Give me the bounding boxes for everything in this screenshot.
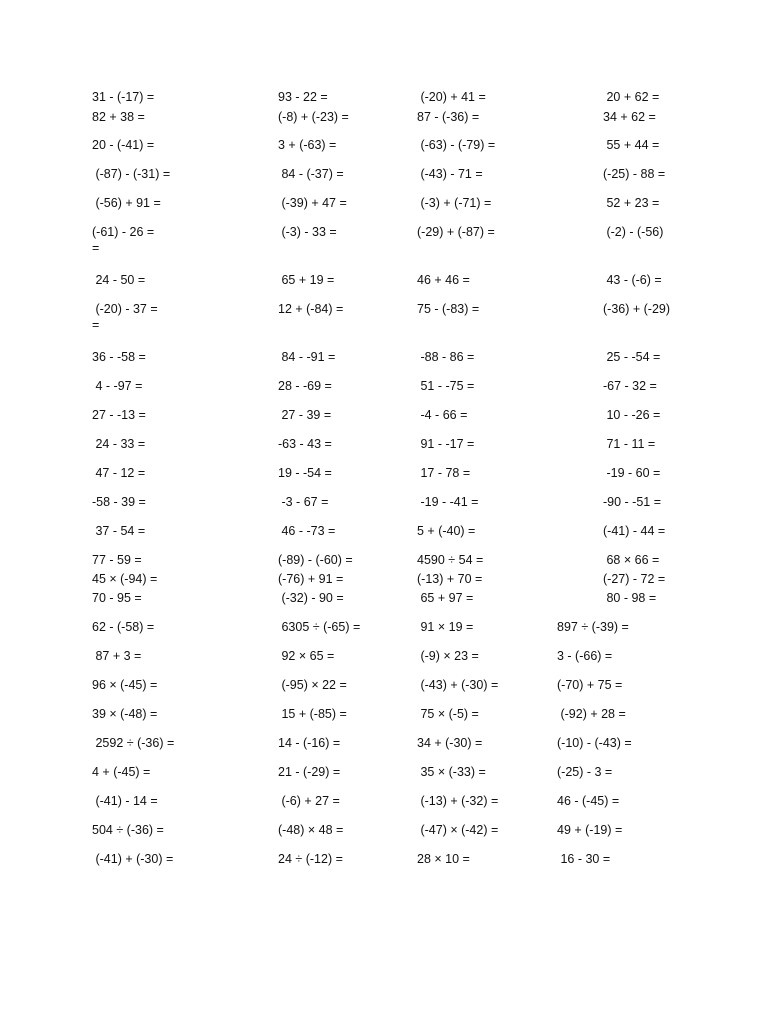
problem-cell: -88 - 86 = bbox=[417, 350, 475, 364]
problem-cell: (-39) + 47 = bbox=[278, 196, 347, 210]
problem-cell: 62 - (-58) = bbox=[92, 620, 155, 634]
problem-cell: (-48) × 48 = bbox=[278, 823, 344, 837]
problem-row bbox=[0, 648, 768, 664]
problem-cell: (-70) + 75 = bbox=[557, 678, 623, 692]
problem-cell: 4590 ÷ 54 = bbox=[417, 553, 484, 567]
problem-cell: (-43) + (-30) = bbox=[417, 678, 499, 692]
problem-cell: (-10) - (-43) = bbox=[557, 736, 632, 750]
problem-row bbox=[0, 89, 768, 105]
problem-cell: 55 + 44 = bbox=[603, 138, 660, 152]
problem-cell: 3 + (-63) = bbox=[278, 138, 337, 152]
problem-row bbox=[0, 619, 768, 635]
problem-row bbox=[0, 552, 768, 568]
problem-cell: 24 - 50 = bbox=[92, 273, 146, 287]
problem-cell: (-92) + 28 = bbox=[557, 707, 626, 721]
problem-cell: (-2) - (-56) bbox=[603, 225, 664, 239]
problem-cell: 16 - 30 = bbox=[557, 852, 611, 866]
problem-cell: 5 + (-40) = bbox=[417, 524, 476, 538]
problem-row bbox=[0, 137, 768, 153]
problem-cell: 36 - -58 = bbox=[92, 350, 146, 364]
problem-cell: 10 - -26 = bbox=[603, 408, 661, 422]
problem-cell: 75 × (-5) = bbox=[417, 707, 479, 721]
problem-row bbox=[0, 706, 768, 722]
problem-row bbox=[0, 494, 768, 510]
problem-row bbox=[0, 195, 768, 211]
problem-row bbox=[0, 272, 768, 288]
problem-cell: 82 + 38 = bbox=[92, 110, 145, 124]
problem-cell: 27 - -13 = bbox=[92, 408, 146, 422]
problem-cell: 96 × (-45) = bbox=[92, 678, 158, 692]
problem-cell: 84 - -91 = bbox=[278, 350, 336, 364]
problem-row bbox=[0, 224, 768, 255]
problem-cell: (-95) × 22 = bbox=[278, 678, 347, 692]
problem-row bbox=[0, 378, 768, 394]
problem-cell: (-61) - 26 = bbox=[92, 225, 155, 239]
problem-row bbox=[0, 301, 768, 332]
problem-cell: 35 × (-33) = bbox=[417, 765, 486, 779]
problem-row bbox=[0, 349, 768, 365]
problem-cell: (-13) + 70 = bbox=[417, 572, 483, 586]
problem-cell: (-9) × 23 = bbox=[417, 649, 479, 663]
problem-cell: 4 - -97 = bbox=[92, 379, 143, 393]
problem-cell: 80 - 98 = bbox=[603, 591, 657, 605]
wrapped-equals: = bbox=[92, 241, 100, 255]
problem-cell: 12 + (-84) = bbox=[278, 302, 344, 316]
problem-cell: 77 - 59 = bbox=[92, 553, 142, 567]
problem-cell: 14 - (-16) = bbox=[278, 736, 341, 750]
problem-cell: (-43) - 71 = bbox=[417, 167, 483, 181]
problem-cell: (-32) - 90 = bbox=[278, 591, 344, 605]
problem-cell: (-3) - 33 = bbox=[278, 225, 337, 239]
problem-cell: (-89) - (-60) = bbox=[278, 553, 353, 567]
problem-row bbox=[0, 735, 768, 751]
problem-row bbox=[0, 407, 768, 423]
problem-row bbox=[0, 436, 768, 452]
problem-row bbox=[0, 166, 768, 182]
problem-cell: 71 - 11 = bbox=[603, 437, 656, 451]
problem-cell: 24 - 33 = bbox=[92, 437, 146, 451]
problem-cell: -58 - 39 = bbox=[92, 495, 146, 509]
wrapped-equals: = bbox=[92, 318, 100, 332]
problem-cell: 43 - (-6) = bbox=[603, 273, 662, 287]
problem-cell: (-41) - 14 = bbox=[92, 794, 158, 808]
problem-cell: 91 × 19 = bbox=[417, 620, 474, 634]
problem-cell: 46 - (-45) = bbox=[557, 794, 620, 808]
problem-cell: 3 - (-66) = bbox=[557, 649, 613, 663]
problem-cell: (-47) × (-42) = bbox=[417, 823, 499, 837]
problem-cell: -19 - -41 = bbox=[417, 495, 479, 509]
problem-cell: 65 + 19 = bbox=[278, 273, 335, 287]
problem-cell: 34 + (-30) = bbox=[417, 736, 483, 750]
problem-cell: 92 × 65 = bbox=[278, 649, 335, 663]
problem-cell: 65 + 97 = bbox=[417, 591, 474, 605]
problem-cell: (-29) + (-87) = bbox=[417, 225, 495, 239]
problem-cell: (-20) - 37 = bbox=[92, 302, 158, 316]
problem-cell: 68 × 66 = bbox=[603, 553, 660, 567]
problem-cell: 91 - -17 = bbox=[417, 437, 475, 451]
problem-cell: -90 - -51 = bbox=[603, 495, 662, 509]
problem-cell: -19 - 60 = bbox=[603, 466, 661, 480]
problem-cell: (-56) + 91 = bbox=[92, 196, 161, 210]
problem-cell: 46 + 46 = bbox=[417, 273, 470, 287]
problem-cell: -4 - 66 = bbox=[417, 408, 468, 422]
problem-cell: (-20) + 41 = bbox=[417, 90, 486, 104]
problem-cell: 25 - -54 = bbox=[603, 350, 661, 364]
problem-row bbox=[0, 822, 768, 838]
problem-cell: 39 × (-48) = bbox=[92, 707, 158, 721]
problem-cell: 27 - 39 = bbox=[278, 408, 332, 422]
problem-cell: (-63) - (-79) = bbox=[417, 138, 496, 152]
problem-cell: 31 - (-17) = bbox=[92, 90, 155, 104]
problem-cell: 6305 ÷ (-65) = bbox=[278, 620, 361, 634]
problem-cell: 28 - -69 = bbox=[278, 379, 332, 393]
problem-cell: (-13) + (-32) = bbox=[417, 794, 499, 808]
problem-cell: 24 ÷ (-12) = bbox=[278, 852, 343, 866]
problem-cell: (-36) + (-29) bbox=[603, 302, 671, 316]
problem-cell: (-87) - (-31) = bbox=[92, 167, 171, 181]
problem-cell: 93 - 22 = bbox=[278, 90, 328, 104]
problem-cell: 19 - -54 = bbox=[278, 466, 332, 480]
problem-cell: 52 + 23 = bbox=[603, 196, 660, 210]
problem-row bbox=[0, 109, 768, 125]
problem-row bbox=[0, 764, 768, 780]
problem-row bbox=[0, 793, 768, 809]
problem-cell: 34 + 62 = bbox=[603, 110, 656, 124]
problem-cell: 45 × (-94) = bbox=[92, 572, 158, 586]
problem-cell: (-25) - 3 = bbox=[557, 765, 613, 779]
problem-cell: 87 - (-36) = bbox=[417, 110, 480, 124]
problem-cell: (-41) - 44 = bbox=[603, 524, 666, 538]
problem-cell: -3 - 67 = bbox=[278, 495, 329, 509]
problem-cell: 2592 ÷ (-36) = bbox=[92, 736, 175, 750]
problem-cell: 87 + 3 = bbox=[92, 649, 142, 663]
problem-cell: 21 - (-29) = bbox=[278, 765, 341, 779]
problem-cell: -63 - 43 = bbox=[278, 437, 332, 451]
problem-row bbox=[0, 677, 768, 693]
problem-cell: 20 + 62 = bbox=[603, 90, 660, 104]
problem-cell: 897 ÷ (-39) = bbox=[557, 620, 629, 634]
problem-row bbox=[0, 465, 768, 481]
problem-cell: 15 + (-85) = bbox=[278, 707, 347, 721]
problem-cell: (-76) + 91 = bbox=[278, 572, 344, 586]
problem-cell: 28 × 10 = bbox=[417, 852, 470, 866]
problem-cell: 49 + (-19) = bbox=[557, 823, 623, 837]
problem-row bbox=[0, 523, 768, 539]
problem-row bbox=[0, 851, 768, 867]
problem-cell: (-25) - 88 = bbox=[603, 167, 666, 181]
problem-row bbox=[0, 571, 768, 587]
problem-cell: 70 - 95 = bbox=[92, 591, 142, 605]
problem-cell: 20 - (-41) = bbox=[92, 138, 155, 152]
problem-cell: 17 - 78 = bbox=[417, 466, 471, 480]
problem-cell: (-6) + 27 = bbox=[278, 794, 340, 808]
problem-cell: (-8) + (-23) = bbox=[278, 110, 349, 124]
problem-cell: 46 - -73 = bbox=[278, 524, 336, 538]
problem-cell: 51 - -75 = bbox=[417, 379, 475, 393]
problem-cell: (-27) - 72 = bbox=[603, 572, 666, 586]
problem-cell: 47 - 12 = bbox=[92, 466, 146, 480]
problem-cell: -67 - 32 = bbox=[603, 379, 657, 393]
problem-row bbox=[0, 590, 768, 606]
problem-cell: (-41) + (-30) = bbox=[92, 852, 174, 866]
problem-cell: 75 - (-83) = bbox=[417, 302, 480, 316]
problem-cell: 37 - 54 = bbox=[92, 524, 146, 538]
problem-cell: 504 ÷ (-36) = bbox=[92, 823, 164, 837]
problem-cell: 4 + (-45) = bbox=[92, 765, 151, 779]
problem-cell: 84 - (-37) = bbox=[278, 167, 344, 181]
problem-cell: (-3) + (-71) = bbox=[417, 196, 492, 210]
